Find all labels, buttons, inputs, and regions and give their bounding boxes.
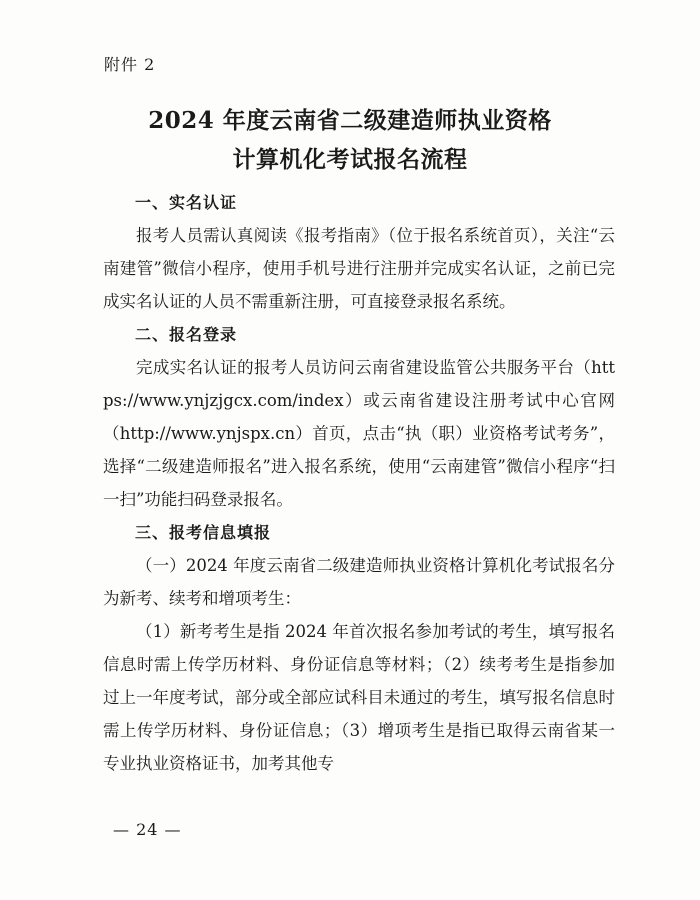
document-title-line1: 2024 年度云南省二级建造师执业资格 [148,107,552,134]
body-paragraph: 报考人员需认真阅读《报考指南》（位于报名系统首页），关注“云南建管”微信小程序，使用手机号进行注册并完成实名认证，之前已完成实名认证的人员不需重新注册，可直接登录报名系统。 [103,226,615,311]
body-paragraph: （1）新考考生是指 2024 年首次报名参加考试的考生，填写报名信息时需上传学历材料、身份证信息等材料；（2）续考考生是指参加过上一年度考试，部分或全部应试科目未通过的考生，填写报名信息时需上传学历材料、身份证信息；（3）增项考生是指已取得云南省某一专业执业资格证书，加考其他专 [103,622,615,773]
body-paragraph: （一）2024 年度云南省二级建造师执业资格计算机化考试报名分为新考、续考和增项考生： [103,556,615,608]
attachment-label: 附件 2 [104,55,156,74]
section-heading: 三、报考信息填报 [135,523,272,542]
section-heading: 二、报名登录 [135,325,238,344]
section-heading: 一、实名认证 [135,193,238,212]
page-number: — 24 — [113,820,182,839]
document-title-line2: 计算机化考试报名流程 [232,146,468,173]
document-body [103,186,615,780]
body-paragraph: 完成实名认证的报考人员访问云南省建设监管公共服务平台（https://www.ynjzjgcx.com/index）或云南省建设注册考试中心官网（http://www.ynjspx.cn）首页，点击“执（职）业资格考试考务”，选择“二级建造师报名”进入报名系统，使用“云南建管”微信小程序“扫一扫”功能扫码登录报名。 [103,358,615,509]
